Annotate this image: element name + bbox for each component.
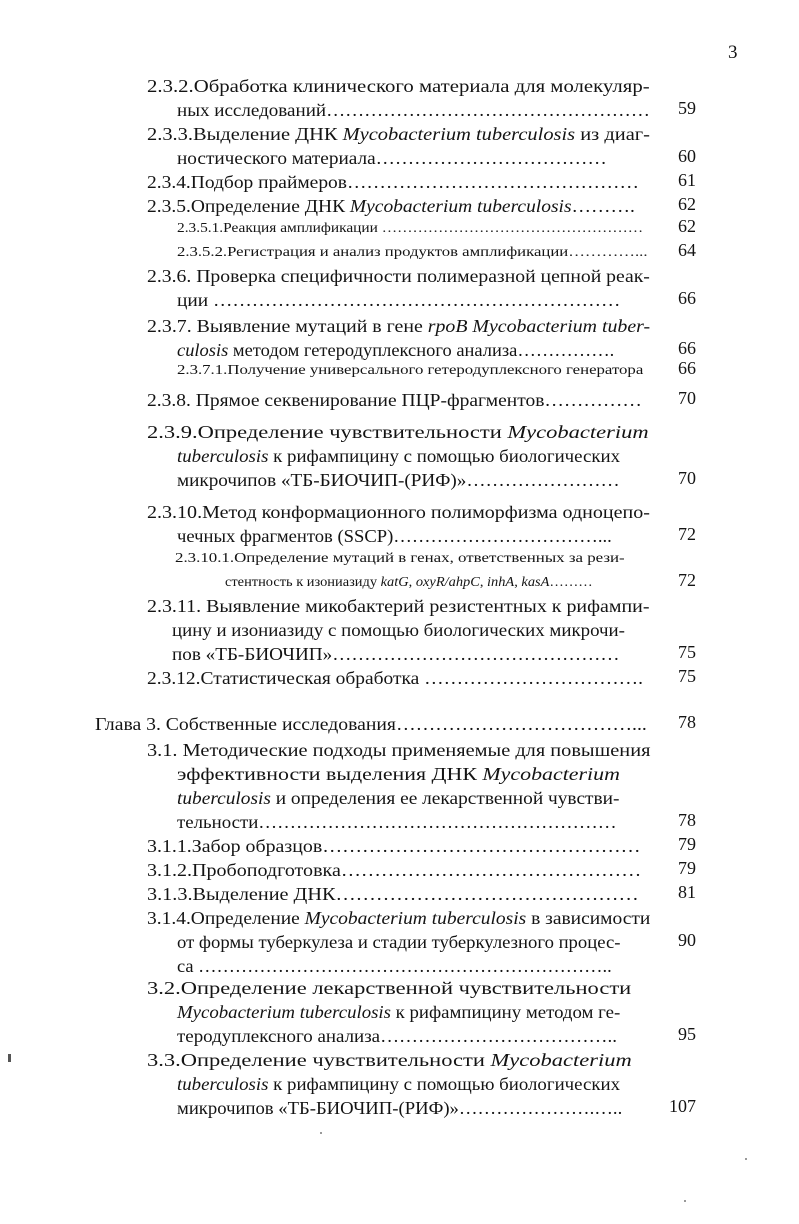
toc-page-number: 66 bbox=[678, 288, 696, 308]
toc-page-number: 64 bbox=[678, 240, 696, 260]
toc-page-number: 79 bbox=[678, 858, 696, 878]
toc-entry-continuation: tuberculosis и определения ее лекарственной чувстви- bbox=[177, 788, 620, 808]
toc-page-number: 72 bbox=[678, 570, 696, 590]
toc-entry-title: 2.3.8. Прямое секвенирование ПЦР-фрагментов…………… bbox=[147, 390, 642, 410]
toc-page-number: 72 bbox=[678, 524, 696, 544]
toc-entry-title: 2.3.12.Статистическая обработка ……………………………. bbox=[147, 668, 643, 688]
toc-entry-title: 2.3.5.2.Регистрация и анализ продуктов амплификации…………... bbox=[177, 244, 648, 259]
toc-entry-title: Глава 3. Собственные исследования………………………………... bbox=[95, 714, 647, 734]
toc-entry-title: 2.3.3.Выделение ДНК Mycobacterium tuberculosis из диаг- bbox=[147, 124, 650, 144]
toc-entry-continuation: эффективности выделения ДНК Mycobacterium bbox=[177, 764, 620, 784]
toc-page-number: 61 bbox=[678, 170, 696, 190]
toc-entry-title: 3.1. Методические подходы применяемые для повышения bbox=[147, 740, 651, 760]
toc-page-number: 70 bbox=[678, 388, 696, 408]
toc-entry-continuation: са ………………………………………………………….. bbox=[177, 956, 612, 976]
toc-entry-continuation: теродуплексного анализа……………………………….. bbox=[177, 1026, 617, 1046]
toc-entry-title: 2.3.10.Метод конформационного полиморфизма одноцепо- bbox=[147, 502, 650, 522]
toc-page-number: 75 bbox=[678, 666, 696, 686]
toc-page-number: 62 bbox=[678, 194, 696, 214]
toc-entry-continuation: Mycobacterium tuberculosis к рифампицину методом ге- bbox=[177, 1002, 621, 1022]
toc-page-number: 62 bbox=[678, 216, 696, 236]
toc-entry-continuation: от формы туберкулеза и стадии туберкулезного процес- bbox=[177, 932, 621, 952]
toc-entry-title: 3.1.3.Выделение ДНК……………………………………… bbox=[147, 884, 639, 904]
toc-page-number: 81 bbox=[678, 882, 696, 902]
toc-entry-continuation: culosis методом гетеродуплексного анализа……………. bbox=[177, 340, 615, 360]
toc-page-number: 95 bbox=[678, 1024, 696, 1044]
toc-entry-continuation: чечных фрагментов (SSCP)……………………………... bbox=[177, 526, 612, 546]
toc-entry-title: 2.3.10.1.Определение мутаций в генах, ответственных за рези- bbox=[175, 550, 625, 565]
toc-page-number: 78 bbox=[678, 810, 696, 830]
toc-entry-title: 3.1.1.Забор образцов………………………………………… bbox=[147, 836, 641, 856]
toc-entry-title: 2.3.5.1.Реакция амплификации …………………………………………… bbox=[177, 220, 644, 235]
toc-entry-continuation: пов «ТБ-БИОЧИП»……………………………………… bbox=[172, 644, 620, 664]
toc-entry-continuation: стентность к изониазиду katG, oxyR/ahpC, inhA, kasA……… bbox=[225, 574, 593, 589]
toc-entry-continuation: ных исследований…………………………………………… bbox=[177, 100, 650, 120]
toc-entry-continuation: ции ……………………………………………………… bbox=[177, 290, 621, 310]
toc-page-number: 79 bbox=[678, 834, 696, 854]
toc-entry-title: 3.2.Определение лекарственной чувствительности bbox=[147, 978, 632, 998]
page-number: 3 bbox=[728, 42, 738, 63]
toc-page-number: 60 bbox=[678, 146, 696, 166]
toc-entry-title: 2.3.11. Выявление микобактерий резистентных к рифампи- bbox=[147, 596, 650, 616]
toc-page-number: 107 bbox=[669, 1096, 696, 1116]
toc-entry-continuation: тельности………………………………………………… bbox=[177, 812, 617, 832]
toc-page-number: 70 bbox=[678, 468, 696, 488]
scan-speck bbox=[320, 1132, 322, 1134]
toc-entry-title: 3.3.Определение чувствительности Mycobacterium bbox=[147, 1050, 632, 1070]
margin-mark bbox=[8, 1054, 11, 1062]
toc-entry-title: 2.3.7.1.Получение универсального гетеродуплексного генератора bbox=[177, 362, 644, 377]
toc-entry-title: 2.3.6. Проверка специфичности полимеразной цепной реак- bbox=[147, 266, 650, 286]
toc-entry-title: 2.3.4.Подбор праймеров……………………………………… bbox=[147, 172, 639, 192]
toc-entry-continuation: микрочипов «ТБ-БИОЧИП-(РИФ)»…………………… bbox=[177, 470, 620, 490]
toc-entry-continuation: ностического материала……………………………… bbox=[177, 148, 607, 168]
toc-page-number: 78 bbox=[678, 712, 696, 732]
toc-entry-title: 2.3.7. Выявление мутаций в гене rpoB Mycobacterium tuber- bbox=[147, 316, 651, 336]
scan-speck bbox=[745, 1158, 747, 1160]
toc-page-number: 66 bbox=[678, 358, 696, 378]
toc-page-number: 75 bbox=[678, 642, 696, 662]
toc-entry-continuation: микрочипов «ТБ-БИОЧИП-(РИФ)»………………….….. bbox=[177, 1098, 623, 1118]
toc-entry-title: 2.3.9.Определение чувствительности Mycobacterium bbox=[147, 422, 649, 442]
toc-page-number: 90 bbox=[678, 930, 696, 950]
toc-page-number: 66 bbox=[678, 338, 696, 358]
toc-entry-title: 2.3.5.Определение ДНК Mycobacterium tuberculosis………. bbox=[147, 196, 635, 216]
toc-entry-continuation: цину и изониазиду с помощью биологических микрочи- bbox=[172, 620, 625, 640]
toc-entry-title: 3.1.4.Определение Mycobacterium tuberculosis в зависимости bbox=[147, 908, 651, 928]
toc-entry-continuation: tuberculosis к рифампицину с помощью биологических bbox=[177, 446, 621, 466]
toc-entry-continuation: tuberculosis к рифампицину с помощью биологических bbox=[177, 1074, 621, 1094]
toc-page-number: 59 bbox=[678, 98, 696, 118]
toc-entry-title: 3.1.2.Пробоподготовка……………………………………… bbox=[147, 860, 642, 880]
toc-entry-title: 2.3.2.Обработка клинического материала для молекуляр- bbox=[147, 76, 650, 96]
scan-speck bbox=[684, 1200, 686, 1202]
